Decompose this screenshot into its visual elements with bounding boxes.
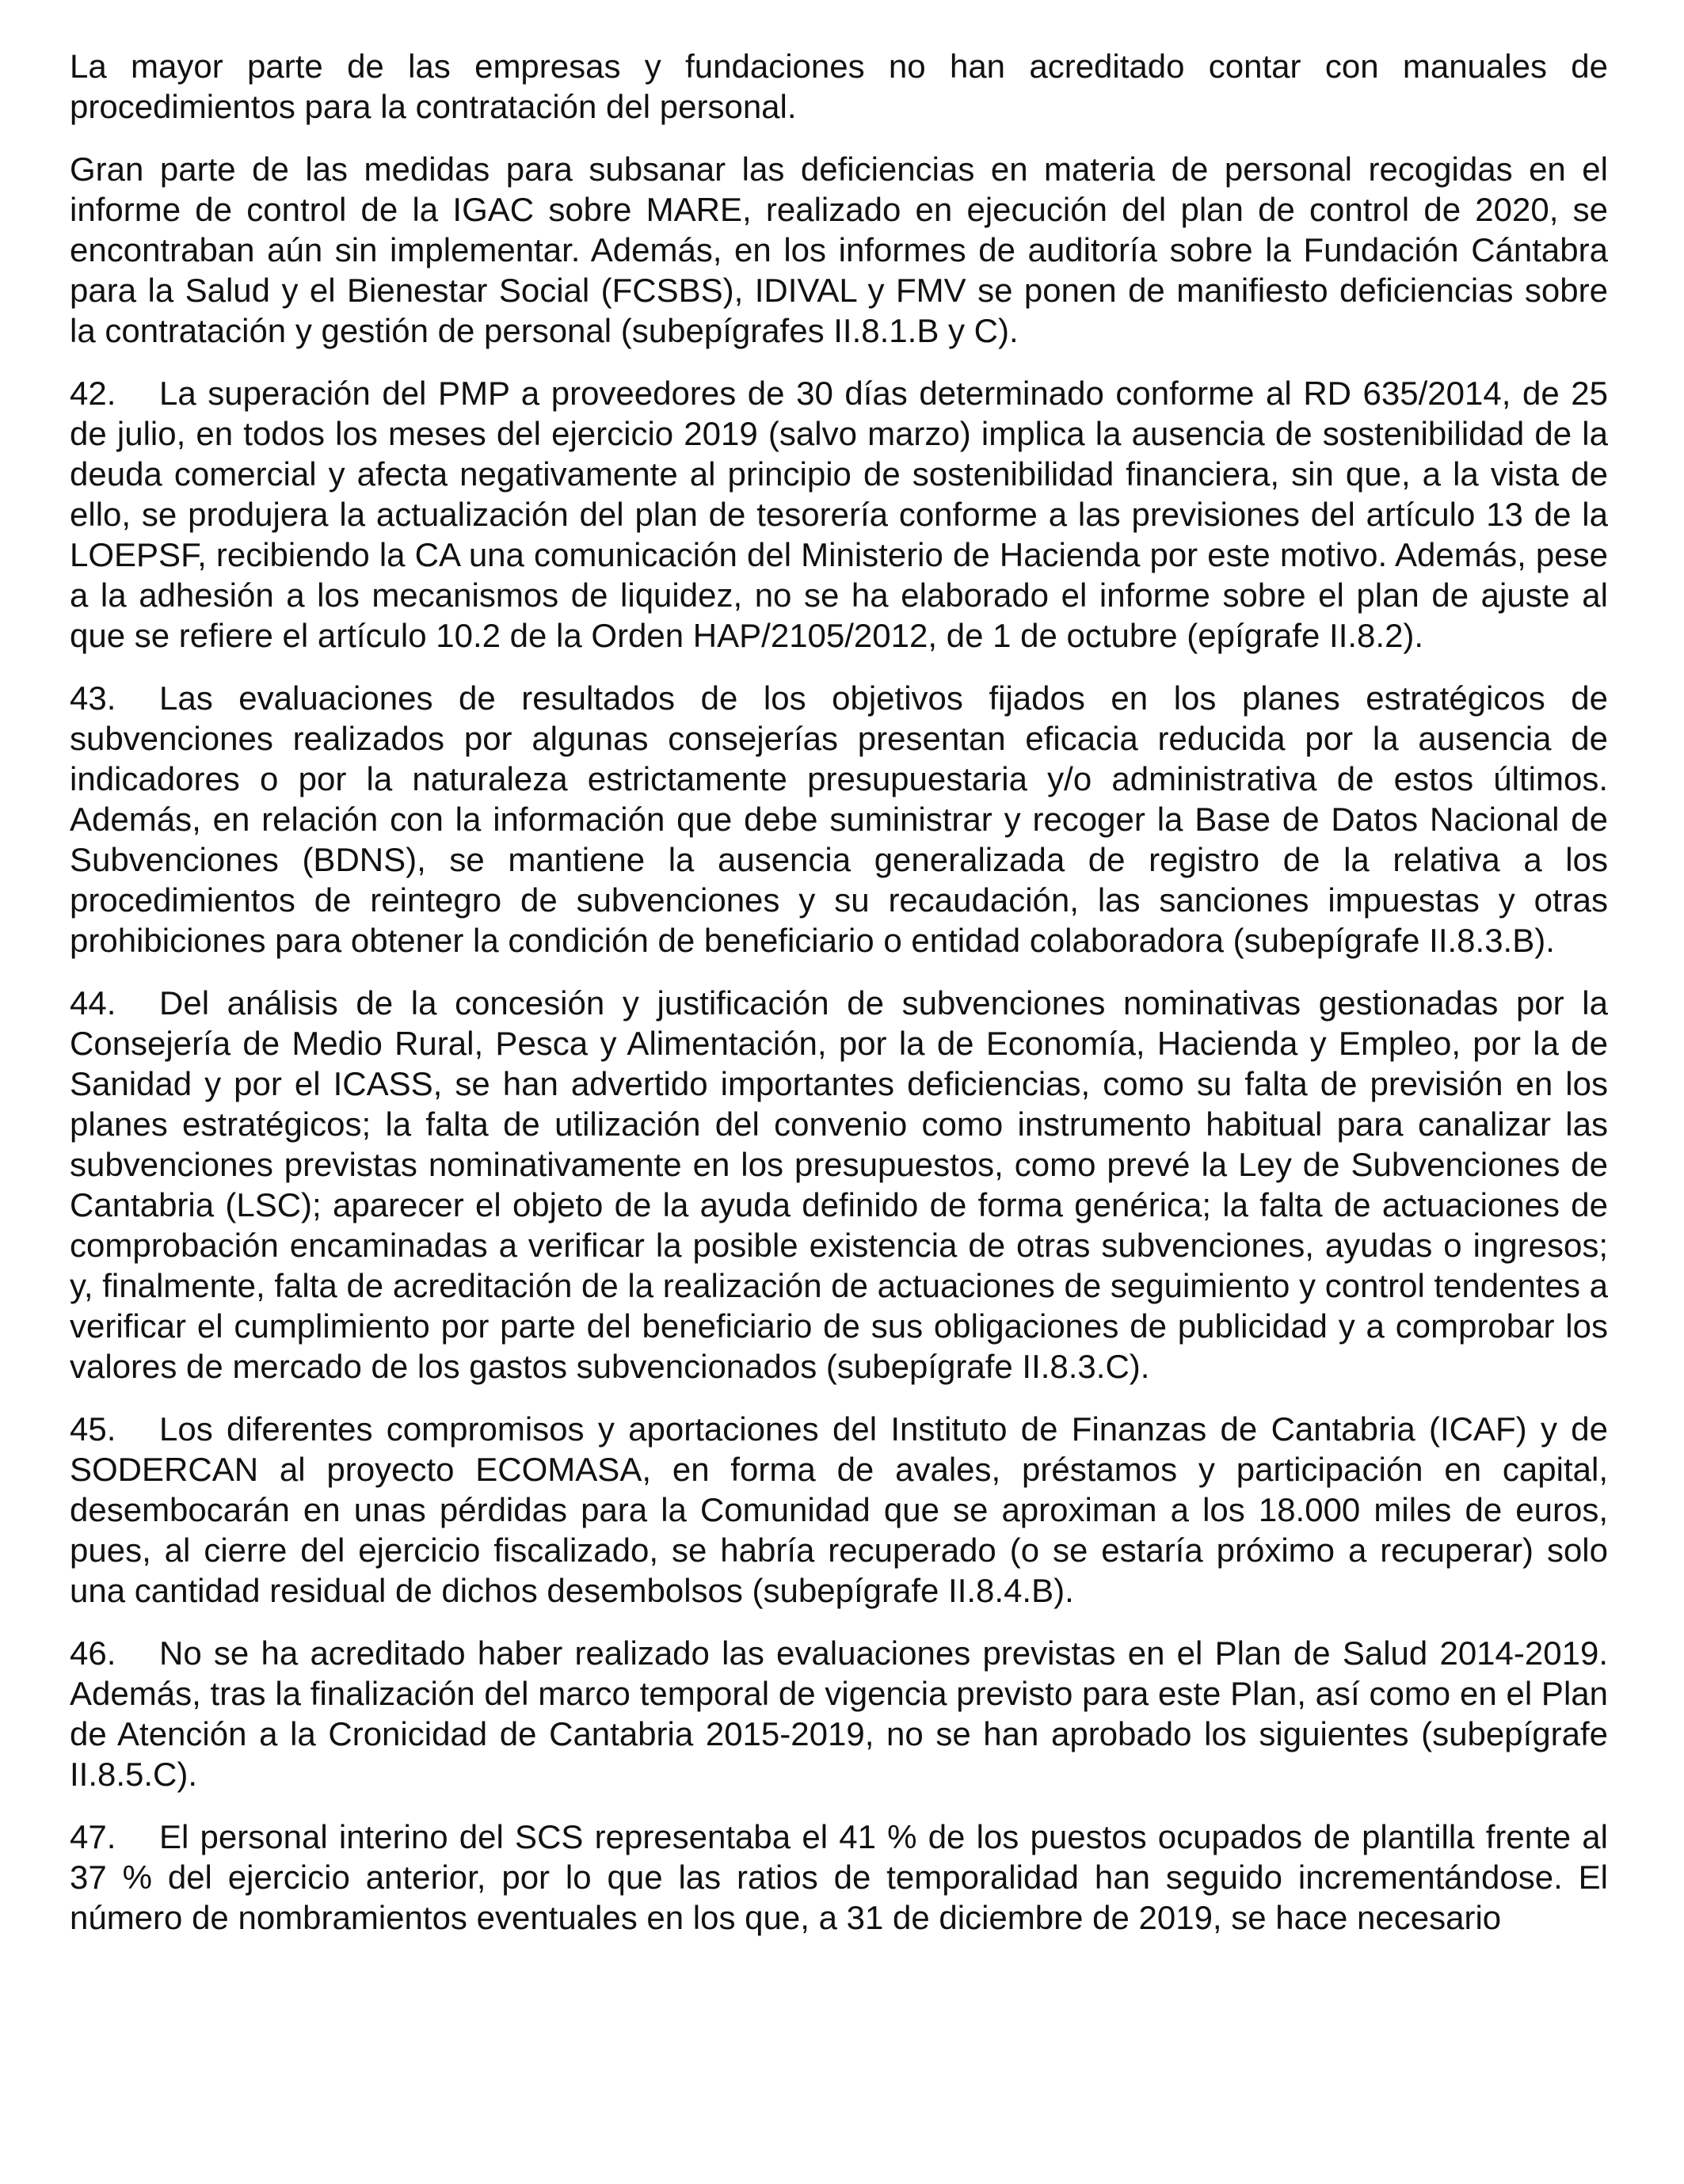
paragraph-43 xyxy=(70,678,1608,961)
paragraph-text: Del análisis de la concesión y justificación de subvenciones nominativas gestionadas por la Consejería de Medio Rural, Pesca y Alimentación, por la de Economía, Hacienda y Empleo, por la de Sanidad y por el ICASS, se han advertido importantes deficiencias, como su falta de previsión en los planes estratégicos; la falta de utilización del convenio como instrumento habitual para canalizar las subvenciones previstas nominativamente en los presupuestos, como prevé la Ley de Subvenciones de Cantabria (LSC); aparecer el objeto de la ayuda definido de forma genérica; la falta de actuaciones de comprobación encaminadas a verificar la posible existencia de otras subvenciones, ayudas o ingresos; y, finalmente, falta de acreditación de la realización de actuaciones de seguimiento y control tendentes a verificar el cumplimiento por parte del beneficiario de sus obligaciones de publicidad y a comprobar los valores de mercado de los gastos subvencionados (subepígrafe II.8.3.C). xyxy=(70,984,1608,1385)
paragraph-number: 46. xyxy=(70,1634,116,1672)
paragraph-number: 45. xyxy=(70,1410,116,1448)
paragraph-45 xyxy=(70,1409,1608,1611)
paragraph-42 xyxy=(70,373,1608,656)
paragraph-number: 47. xyxy=(70,1818,116,1855)
paragraph-number: 44. xyxy=(70,984,116,1022)
paragraph-text: La superación del PMP a proveedores de 30 días determinado conforme al RD 635/2014, de 25 de julio, en todos los meses del ejercicio 2019 (salvo marzo) implica la ausencia de sostenibilidad de la deuda comercial y afecta negativamente al principio de sostenibilidad financiera, sin que, a la vista de ello, se produjera la actualización del plan de tesorería conforme a las previsiones del artículo 13 de la LOEPSF, recibiendo la CA una comunicación del Ministerio de Hacienda por este motivo. Además, pese a la adhesión a los mecanismos de liquidez, no se ha elaborado el informe sobre el plan de ajuste al que se refiere el artículo 10.2 de la Orden HAP/2105/2012, de 1 de octubre (epígrafe II.8.2). xyxy=(70,375,1608,654)
paragraph-number: 43. xyxy=(70,679,116,717)
paragraph-intro-personnel xyxy=(70,149,1608,351)
paragraph-text: No se ha acreditado haber realizado las evaluaciones previstas en el Plan de Salud 2014-2019. Además, tras la finalización del marco temporal de vigencia previsto para este Plan, así como en el Plan de Atención a la Cronicidad de Cantabria 2015-2019, no se han aprobado los siguientes (subepígrafe II.8.5.C). xyxy=(70,1634,1608,1793)
paragraph-number: 42. xyxy=(70,375,116,412)
paragraph-46 xyxy=(70,1633,1608,1794)
paragraph-47 xyxy=(70,1817,1608,1938)
paragraph-44 xyxy=(70,983,1608,1387)
paragraph-text: La mayor parte de las empresas y fundaciones no han acreditado contar con manuales de procedimientos para la contratación del personal. xyxy=(70,48,1608,125)
paragraph-text: Los diferentes compromisos y aportaciones del Instituto de Finanzas de Cantabria (ICAF) y de SODERCAN al proyecto ECOMASA, en forma de avales, préstamos y participación en capital, desembocarán en unas pérdidas para la Comunidad que se aproximan a los 18.000 miles de euros, pues, al cierre del ejercicio fiscalizado, se habría recuperado (o se estaría próximo a recuperar) solo una cantidad residual de dichos desembolsos (subepígrafe II.8.4.B). xyxy=(70,1410,1608,1609)
paragraph-text: Las evaluaciones de resultados de los objetivos fijados en los planes estratégicos de subvenciones realizados por algunas consejerías presentan eficacia reducida por la ausencia de indicadores o por la naturaleza estrictamente presupuestaria y/o administrativa de estos últimos. Además, en relación con la información que debe suministrar y recoger la Base de Datos Nacional de Subvenciones (BDNS), se mantiene la ausencia generalizada de registro de la relativa a los procedimientos de reintegro de subvenciones y su recaudación, las sanciones impuestas y otras prohibiciones para obtener la condición de beneficiario o entidad colaboradora (subepígrafe II.8.3.B). xyxy=(70,679,1608,959)
paragraph-text: El personal interino del SCS representaba el 41 % de los puestos ocupados de plantilla frente al 37 % del ejercicio anterior, por lo que las ratios de temporalidad han seguido incrementándose. El número de nombramientos eventuales en los que, a 31 de diciembre de 2019, se hace necesario xyxy=(70,1818,1608,1936)
paragraph-intro-manuals xyxy=(70,46,1608,127)
paragraph-text: Gran parte de las medidas para subsanar las deficiencias en materia de personal recogidas en el informe de control de la IGAC sobre MARE, realizado en ejecución del plan de control de 2020, se encontraban aún sin implementar. Además, en los informes de auditoría sobre la Fundación Cántabra para la Salud y el Bienestar Social (FCSBS), IDIVAL y FMV se ponen de manifiesto deficiencias sobre la contratación y gestión de personal (subepígrafes II.8.1.B y C). xyxy=(70,150,1608,349)
